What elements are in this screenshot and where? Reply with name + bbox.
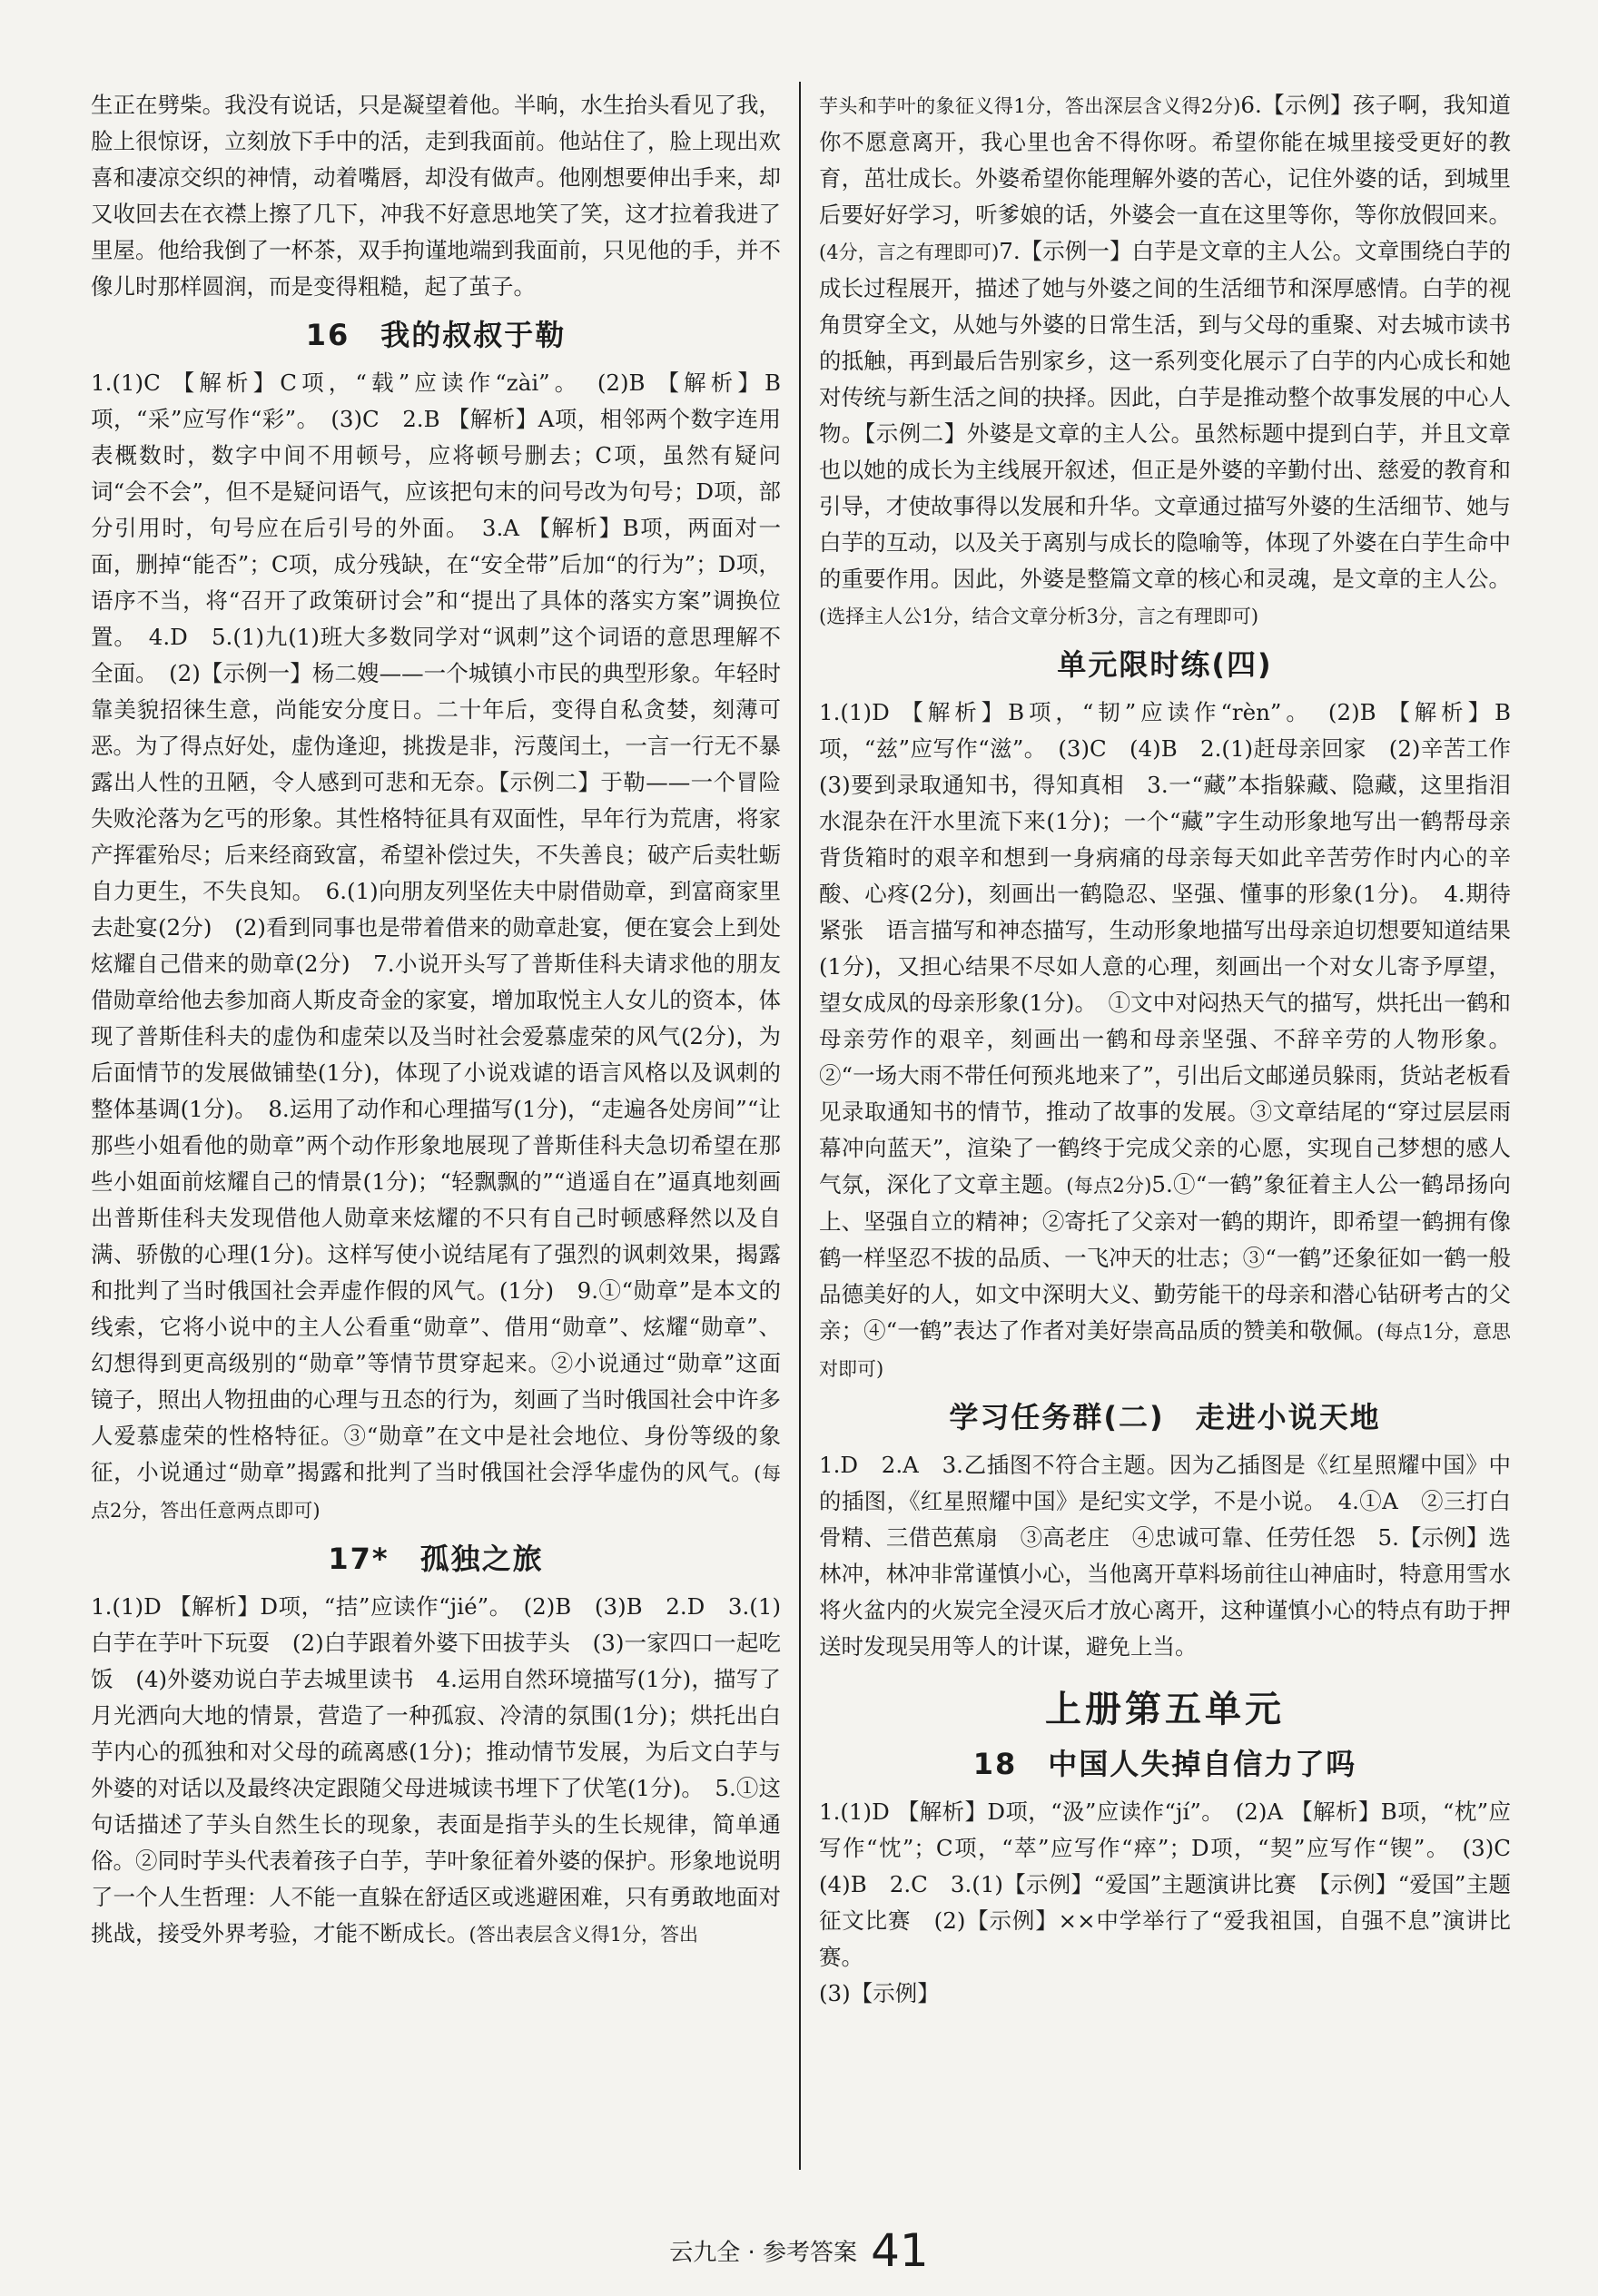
left-column (91, 87, 781, 1953)
section-16-title: 16 我的叔叔于勒 (305, 318, 567, 352)
unit-5-title: 上册第五单元 (1045, 1689, 1285, 1730)
section-16-note: (每点2分，答出任意两点即可) (91, 1463, 781, 1522)
section-18-body: 1.(1)D 【解析】D项，“汲”应读作“jí”。 (2)A 【解析】B项，“枕”应写作“忱”；C项，“萃”应写作“瘁”；D项，“契”应写作“锲”。 (3)C (4)B 2.C 3.(1)【示例】“爱国”主题演讲比赛 【示例】“爱国”主题征文比赛 (2)【示例】××中学举行了“爱我祖国，自强不息”演讲比赛。 (819, 1798, 1534, 1970)
section-18-last-line: (3)【示例】 (819, 1980, 940, 2006)
intro-paragraph: 生正在劈柴。我没有说话，只是凝望着他。半晌，水生抬头看见了我，脸上很惊讶，立刻放下手中的活，走到我面前。他站住了，脸上现出欢喜和凄凉交织的神情，动着嘴唇，却没有做声。他刚想要伸出手来，却又收回去在衣襟上擦了几下，冲我不好意思地笑了笑，这才拉着我进了里屋。他给我倒了一杯茶，双手拘谨地端到我面前，只见他的手，并不像儿时那样圆润，而是变得粗糙，起了茧子。 (91, 92, 781, 300)
task-group-2-body: 1.D 2.A 3.乙插图不符合主题。因为乙插图是《红星照耀中国》中的插图，《红星照耀中国》是纪实文学，不是小说。 4.①A ②三打白骨精、三借芭蕉扇 ③高老庄 ④忠诚可靠、任劳任怨 5.【示例】选林冲，林冲非常谨慎小心，当他离开草料场前往山神庙时，特意用雪水将火盆内的火炭完全浸灭后才放心离开，这种谨慎小心的特点有助于押送时发现吴用等人的计谋，避免上当。 (819, 1452, 1511, 1660)
task-group-2-title: 学习任务群(二) 走进小说天地 (949, 1400, 1381, 1434)
footer-label: 云九全 · 参考答案 (669, 2239, 858, 2267)
section-16-body: 1.(1)C 【解析】C项，“载”应读作“zài”。 (2)B 【解析】B项，“采”应写作“彩”。 (3)C 2.B 【解析】A项，相邻两个数字连用表概数时，数字中间不用顿号，应将顿号删去；C项，虽然有疑问词“会不会”，但不是疑问语气，应该把句末的问号改为句号；D项，部分引用时，句号应在后引号的外面。 3.A 【解析】B项，两面对一面，删掉“能否”；C项，成分残缺，在“安全带”后加“的行为”；D项，语序不当，将“召开了政策研讨会”和“提出了具体的落实方案”调换位置。 4.D 5.(1)九(1)班大多数同学对“讽刺”这个词语的意思理解不全面。 (2)【示例一】杨二嫂——一个城镇小市民的典型形象。年轻时靠美貌招徕生意，尚能安分度日。二十年后，变得自私贪婪，刻薄可恶。为了得点好处，虚伪逢迎，挑拨是非，污蔑闰土，一言一行无不暴露出人性的丑陋，令人感到可悲和无奈。【示例二】于勒——一个冒险失败沦落为乞丐的形象。其性格特征具有双面性，早年行为荒唐，将家产挥霍殆尽；后来经商致富，希望补偿过失，不失善良；破产后卖牡蛎自力更生，不失良知。 6.(1)向朋友列坚佐夫中尉借勋章，到富商家里去赴宴(2分) (2)看到同事也是带着借来的勋章赴宴，便在宴会上到处炫耀自己借来的勋章(2分) 7.小说开头写了普斯佳科夫请求他的朋友借勋章给他去参加商人斯皮奇金的家宴，增加取悦主人女儿的资本，体现了普斯佳科夫的虚伪和虚荣以及当时社会爱慕虚荣的风气(2分)，为后面情节的发展做铺垫(1分)，体现了小说戏谑的语言风格以及讽刺的整体基调(1分)。 8.运用了动作和心理描写(1分)，“走遍各处房间”“让那些小姐看他的勋章”两个动作形象地展现了普斯佳科夫急切希望在那些小姐面前炫耀自己的情景(1分)；“轻飘飘的”“逍遥自在”逼真地刻画出普斯佳科夫发现借他人勋章来炫耀的不只有自己时顿感释然以及自满、骄傲的心理(1分)。这样写使小说结尾有了强烈的讽刺效果，揭露和批判了当时俄国社会弄虚作假的风气。(1分) 9.①“勋章”是本文的线索，它将小说中的主人公看重“勋章”、借用“勋章”、炫耀“勋章”、幻想得到更高级别的“勋章”等情节贯穿起来。②小说通过“勋章”这面镜子，照出人物扭曲的心理与丑态的行为，刻画了当时俄国社会中许多人爱慕虚荣的性格特征。③“勋章”在文中是社会地位、身份等级的象征，小说通过“勋章”揭露和批判了当时俄国社会浮华虚伪的风气。(每点2分，答出任意两点即可) (91, 370, 781, 1522)
page-number: 41 (871, 2224, 929, 2277)
section-17-body: 1.(1)D 【解析】D项，“拮”应读作“jié”。 (2)B (3)B 2.D 3.(1)白芋在芋叶下玩耍 (2)白芋跟着外婆下田拔芋头 (3)一家四口一起吃饭 (4)外婆劝说白芋去城里读书 4.运用自然环境描写(1分)，描写了月光洒向大地的情景，营造了一种孤寂、冷清的氛围(1分)；烘托出白芋内心的孤独和对父母的疏离感(1分)；推动情节发展，为后文白芋与外婆的对话以及最终决定跟随父母进城读书埋下了伏笔(1分)。 5.①这句话描述了芋头自然生长的现象，表面是指芋头的生长规律，简单通俗。②同时芋头代表着孩子白芋，芋叶象征着外婆的保护。形象地说明了一个人生哲理：人不能一直躲在舒适区或逃避困难，只有勇敢地面对挑战，接受外界考验，才能不断成长。(答出表层含义得1分，答出 (91, 1593, 781, 1946)
right-column (819, 87, 1534, 2012)
page-footer (0, 2224, 1598, 2277)
unit-4-test-title: 单元限时练(四) (1057, 647, 1273, 682)
section-17-title: 17* 孤独之旅 (328, 1542, 544, 1576)
column-divider (799, 82, 801, 2170)
section-17-continued: 芋头和芋叶的象征义得1分，答出深层含义得2分)6.【示例】孩子啊，我知道你不愿意离开，我心里也舍不得你呀。希望你能在城里接受更好的教育，茁壮成长。外婆希望你能理解外婆的苦心，记住外婆的话，到城里后要好好学习，听爹娘的话，外婆会一直在这里等你，等你放假回来。(4分，言之有理即可)7.【示例一】白芋是文章的主人公。文章围绕白芋的成长过程展开，描述了她与外婆之间的生活细节和深厚感情。白芋的视角贯穿全文，从她与外婆的日常生活，到与父母的重聚、对去城市读书的抵触，再到最后告别家乡，这一系列变化展示了白芋的内心成长和她对传统与新生活之间的抉择。因此，白芋是推动整个故事发展的中心人物。【示例二】外婆是文章的主人公。虽然标题中提到白芋，并且文章也以她的成长为主线展开叙述，但正是外婆的辛勤付出、慈爱的教育和引导，才使故事得以发展和升华。文章通过描写外婆的生活细节、她与白芋的互动，以及关于离别与成长的隐喻等，体现了外婆在白芋生命中的重要作用。因此，外婆是整篇文章的核心和灵魂，是文章的主人公。(选择主人公1分，结合文章分析3分，言之有理即可) (819, 92, 1512, 627)
section-17-note: (答出表层含义得1分，答出 (469, 1924, 699, 1946)
section-18-title: 18 中国人失掉自信力了吗 (972, 1747, 1357, 1781)
unit-4-test-body: 1.(1)D 【解析】B项，“韧”应读作“rèn”。 (2)B 【解析】B项，“兹”应写作“滋”。 (3)C (4)B 2.(1)赶母亲回家 (2)辛苦工作 (3)要到录取通知书，得知真相 3.一“藏”本指躲藏、隐藏，这里指泪水混杂在汗水里流下来(1分)；一个“藏”字生动形象地写出一鹤帮母亲背货箱时的艰辛和想到一身病痛的母亲每天如此辛苦劳作时内心的辛酸、心疼(2分)，刻画出一鹤隐忍、坚强、懂事的形象(1分)。 4.期待 紧张 语言描写和神态描写，生动形象地描写出母亲迫切想要知道结果(1分)，又担心结果不尽如人意的心理，刻画出一个对女儿寄予厚望，望女成凤的母亲形象(1分)。 ①文中对闷热天气的描写，烘托出一鹤和母亲劳作的艰辛，刻画出一鹤和母亲坚强、不辞辛劳的人物形象。②“一场大雨不带任何预兆地来了”，引出后文邮递员躲雨，货站老板看见录取通知书的情节，推动了故事的发展。③文章结尾的“穿过层层雨幕冲向蓝天”，渲染了一鹤终于完成父亲的心愿，实现自己梦想的感人气氛，深化了文章主题。(每点2分)5.①“一鹤”象征着主人公一鹤昂扬向上、坚强自立的精神；②寄托了父亲对一鹤的期许，即希望一鹤拥有像鹤一样坚忍不拔的品质、一飞冲天的壮志；③“一鹤”还象征如一鹤一般品德美好的人，如文中深明大义、勤劳能干的母亲和潜心钻研考古的父亲；④“一鹤”表达了作者对美好崇高品质的赞美和敬佩。(每点1分，意思对即可) (819, 699, 1534, 1380)
